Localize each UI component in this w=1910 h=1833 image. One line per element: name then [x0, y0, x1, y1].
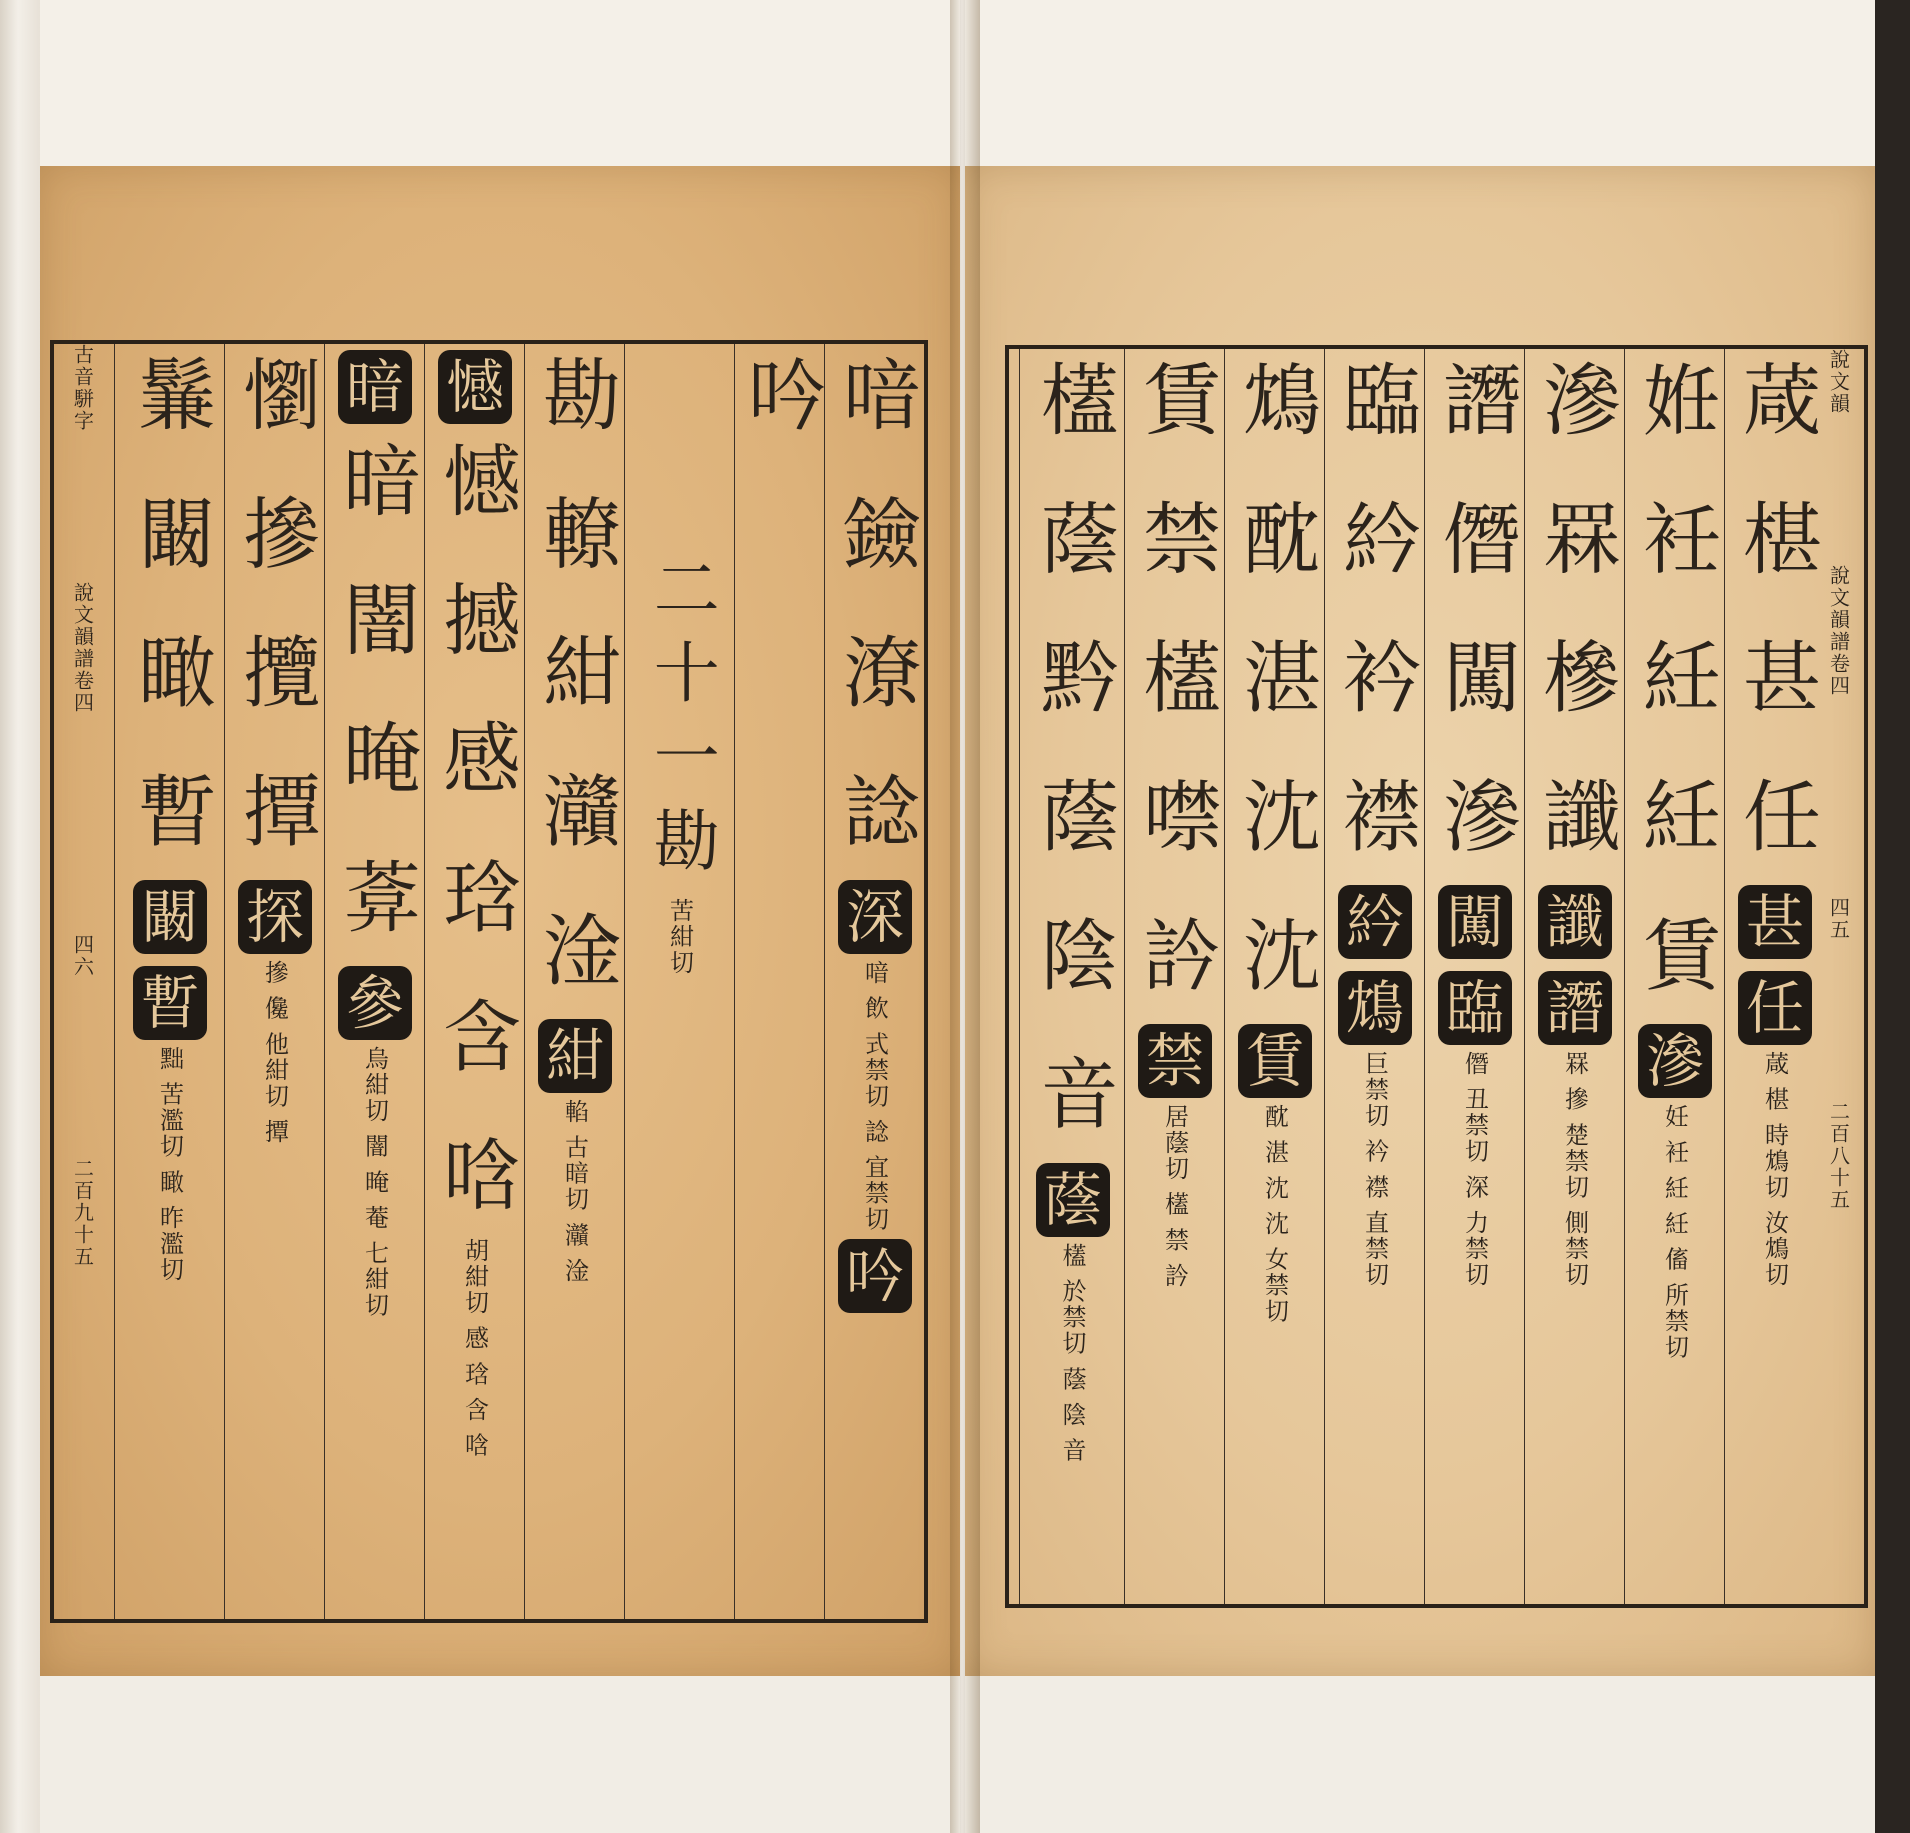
annotation: 㯼 於禁切 蔭 陰 音: [1058, 1242, 1086, 1464]
margin-number: 四五: [1826, 897, 1851, 941]
main-characters: 㯼 蔭 黔 蔭 陰 音: [1027, 359, 1118, 1149]
seal-character: 紟: [1338, 885, 1412, 959]
seal-character: 禁: [1138, 1024, 1212, 1098]
annotation: 喑 飲 式禁切 諗 宜禁切: [860, 960, 889, 1233]
annotation: 輡 古暗切 灨 淦: [560, 1099, 589, 1285]
seal-character: 任: [1738, 971, 1812, 1045]
scan-edge: [1875, 0, 1910, 1833]
left-bottom-margin: [40, 1676, 960, 1833]
folio-number: 二百九十五: [70, 1158, 95, 1268]
main-characters: 滲 罧 槮 讖: [1530, 359, 1620, 872]
annotation: 僭 丑禁切 深 力禁切: [1460, 1051, 1489, 1289]
text-column: [1224, 349, 1325, 1604]
text-column: [1724, 349, 1825, 1604]
text-column: [1624, 349, 1725, 1604]
text-column: [324, 344, 425, 1619]
main-characters: 臨 紟 衿 襟: [1330, 359, 1420, 872]
seal-character: 探: [238, 880, 312, 954]
text-column: [1524, 349, 1625, 1604]
annotation: 烏紺切 闇 晻 菴 七紺切: [360, 1046, 389, 1319]
seal-character: 紺: [538, 1019, 612, 1093]
seal-character: 暗: [338, 350, 412, 424]
text-column: [1124, 349, 1225, 1604]
text-column: [1324, 349, 1425, 1604]
text-column: [824, 344, 925, 1619]
left-page-frame: [50, 340, 928, 1623]
left-top-margin: [40, 0, 960, 166]
margin-title: 古音駢字: [70, 344, 95, 432]
main-characters: 暗 闇 晻 葊: [330, 440, 420, 953]
text-column: [224, 344, 325, 1619]
seal-character: 參: [338, 966, 412, 1040]
book-gutter: [950, 0, 980, 1833]
seal-character: 甚: [1738, 885, 1812, 959]
margin-number: 四六: [70, 934, 95, 978]
seal-character: 深: [838, 880, 912, 954]
seal-character: 讖: [1538, 885, 1612, 959]
seal-character: 吟: [838, 1239, 912, 1313]
text-column: [734, 344, 825, 1619]
right-page-frame: [1005, 345, 1868, 1608]
seal-character: 賃: [1238, 1024, 1312, 1098]
seal-character: 闖: [1438, 885, 1512, 959]
right-top-margin: [965, 0, 1875, 166]
text-column: [114, 344, 225, 1619]
main-characters: 賃 禁 㯼 噤 訡: [1130, 359, 1220, 1011]
main-characters: 喑 鐱 潦 諗: [830, 354, 920, 867]
rhyme-heading: 二十一勘: [642, 554, 720, 890]
annotation: 黜 苦濫切 瞰 昨濫切: [155, 1046, 184, 1284]
main-characters: 姙 衽 紝 紝 賃: [1630, 359, 1720, 1011]
annotation: 葴 椹 時鴆切 汝鴆切: [1760, 1051, 1789, 1289]
text-column: [424, 344, 525, 1619]
fanqie-annotation: 苦紺切: [665, 898, 694, 976]
main-characters: 勘 轑 紺 灨 淦: [530, 354, 620, 1006]
seal-character: 闞: [133, 880, 207, 954]
seal-character: 蔭: [1036, 1163, 1110, 1237]
annotation: 居蔭切 㯼 禁 訡: [1160, 1104, 1189, 1290]
page-margin-label: [1824, 349, 1854, 1604]
text-column: [1019, 349, 1125, 1604]
seal-character: 憾: [438, 350, 512, 424]
main-characters: 鬑 闞 瞰 暫: [125, 354, 215, 867]
annotation: 妊 衽 紝 紝 傗 所禁切: [1660, 1104, 1689, 1361]
annotation: 巨禁切 衿 襟 直禁切: [1360, 1051, 1389, 1289]
folio-number: 二百八十五: [1826, 1101, 1851, 1211]
main-characters: 鴆 酖 湛 沈 沈: [1230, 359, 1320, 1011]
seal-character: 鴆: [1338, 971, 1412, 1045]
annotation: 摻 儳 他紺切 撢: [260, 960, 289, 1146]
main-characters: 懰 摻 攬 撢: [230, 354, 320, 867]
book-fore-edge: [0, 0, 40, 1833]
main-characters: 葴 椹 甚 任: [1730, 359, 1820, 872]
seal-character: 滲: [1638, 1024, 1712, 1098]
seal-character: 譖: [1538, 971, 1612, 1045]
main-characters: 譖 僭 闖 滲: [1430, 359, 1520, 872]
rhyme-heading-column: [624, 344, 735, 1619]
text-column: [524, 344, 625, 1619]
margin-title: 說文韻: [1826, 349, 1851, 415]
text-column: [1424, 349, 1525, 1604]
page-margin-label: [68, 344, 98, 1619]
annotation: 罧 摻 楚禁切 側禁切: [1560, 1051, 1589, 1289]
margin-volume: 說文韻譜卷四: [1826, 565, 1851, 697]
right-bottom-margin: [965, 1676, 1875, 1833]
main-characters: 吟: [735, 354, 825, 450]
annotation: 酖 湛 沈 沈 女禁切: [1260, 1104, 1289, 1325]
seal-character: 暫: [133, 966, 207, 1040]
seal-character: 臨: [1438, 971, 1512, 1045]
margin-volume: 說文韻譜卷四: [70, 582, 95, 714]
main-characters: 憾 撼 感 琀 含 唅: [430, 440, 520, 1230]
annotation: 胡紺切 感 琀 含 唅: [460, 1237, 489, 1459]
